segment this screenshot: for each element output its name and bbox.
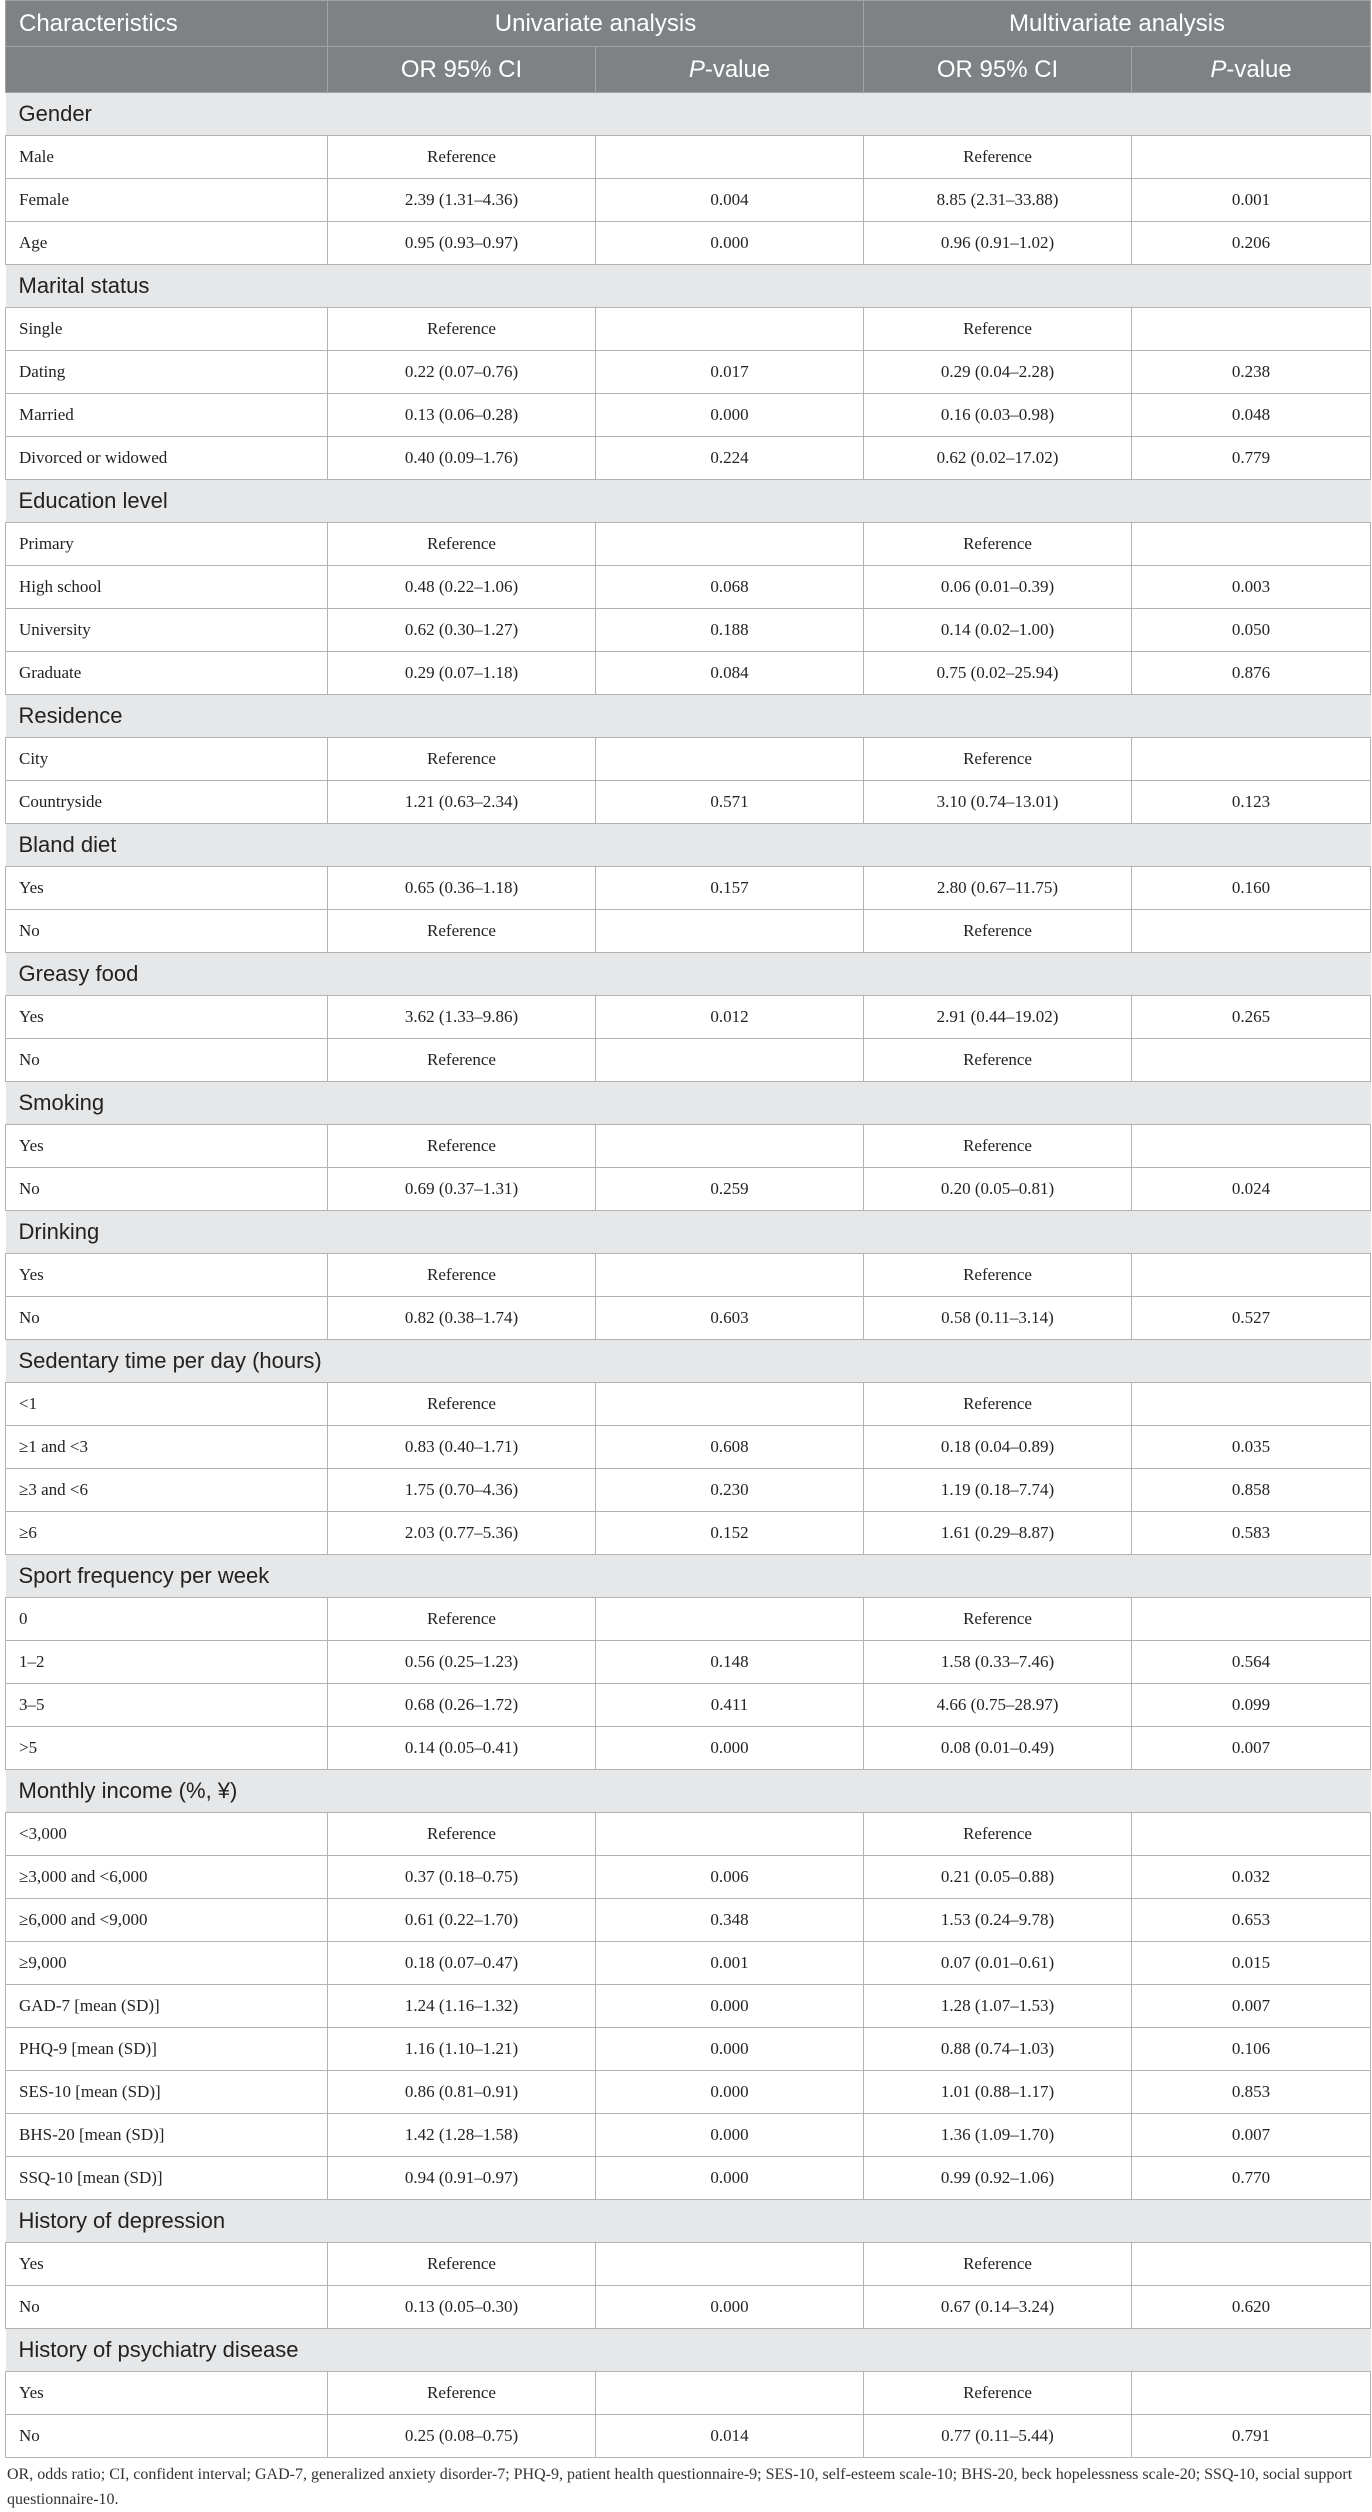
multi-p-cell: 0.653 — [1132, 1899, 1371, 1942]
row-label: ≥3,000 and <6,000 — [6, 1856, 328, 1899]
uni-p-cell: 0.259 — [596, 1168, 864, 1211]
multi-or-cell: Reference — [864, 1813, 1132, 1856]
table-row — [6, 2028, 1371, 2071]
multi-or-cell: Reference — [864, 2243, 1132, 2286]
row-label: Yes — [6, 1125, 328, 1168]
uni-or-cell: Reference — [328, 910, 596, 953]
row-label: Countryside — [6, 781, 328, 824]
uni-p-cell: 0.157 — [596, 867, 864, 910]
table-row — [6, 2286, 1371, 2329]
multi-or-cell: 0.21 (0.05–0.88) — [864, 1856, 1132, 1899]
table-row — [6, 1684, 1371, 1727]
row-label: No — [6, 1168, 328, 1211]
p-italic: P — [688, 55, 705, 83]
multi-or-cell: 2.91 (0.44–19.02) — [864, 996, 1132, 1039]
uni-or-cell: 0.65 (0.36–1.18) — [328, 867, 596, 910]
multi-p-cell: 0.238 — [1132, 351, 1371, 394]
uni-p-cell — [596, 136, 864, 179]
multi-or-cell: Reference — [864, 308, 1132, 351]
uni-p-cell: 0.017 — [596, 351, 864, 394]
table-row — [6, 2071, 1371, 2114]
multi-or-cell: Reference — [864, 523, 1132, 566]
table-header — [6, 1, 1371, 93]
uni-p-cell — [596, 308, 864, 351]
multi-p-cell: 0.035 — [1132, 1426, 1371, 1469]
row-label: ≥6,000 and <9,000 — [6, 1899, 328, 1942]
uni-p-cell: 0.000 — [596, 2071, 864, 2114]
uni-p-cell: 0.230 — [596, 1469, 864, 1512]
row-label: <3,000 — [6, 1813, 328, 1856]
row-label: Primary — [6, 523, 328, 566]
multi-or-cell: 0.06 (0.01–0.39) — [864, 566, 1132, 609]
multi-p-cell: 0.007 — [1132, 2114, 1371, 2157]
table-row — [6, 2114, 1371, 2157]
uni-or-cell: 0.83 (0.40–1.71) — [328, 1426, 596, 1469]
multi-p-cell: 0.048 — [1132, 394, 1371, 437]
multi-or-cell: Reference — [864, 1598, 1132, 1641]
multi-p-cell: 0.099 — [1132, 1684, 1371, 1727]
multi-or-cell: 0.29 (0.04–2.28) — [864, 351, 1132, 394]
uni-or-cell: Reference — [328, 136, 596, 179]
table-row — [6, 910, 1371, 953]
multi-p-cell: 0.791 — [1132, 2415, 1371, 2458]
uni-or-cell: Reference — [328, 1383, 596, 1426]
row-label: Yes — [6, 867, 328, 910]
table-row — [6, 1168, 1371, 1211]
multi-p-cell: 0.858 — [1132, 1469, 1371, 1512]
multi-p-cell: 0.032 — [1132, 1856, 1371, 1899]
uni-or-cell: 0.13 (0.06–0.28) — [328, 394, 596, 437]
table-row — [6, 222, 1371, 265]
p-rest: -value — [1226, 55, 1292, 83]
row-label: No — [6, 2286, 328, 2329]
multi-p-cell: 0.779 — [1132, 437, 1371, 480]
multi-p-cell — [1132, 1383, 1371, 1426]
row-label: ≥3 and <6 — [6, 1469, 328, 1512]
section-label: History of psychiatry disease — [6, 2329, 1371, 2372]
uni-or-cell: 0.62 (0.30–1.27) — [328, 609, 596, 652]
row-label: BHS-20 [mean (SD)] — [6, 2114, 328, 2157]
multi-or-cell: 0.58 (0.11–3.14) — [864, 1297, 1132, 1340]
uni-p-cell: 0.000 — [596, 2028, 864, 2071]
uni-p-cell: 0.148 — [596, 1641, 864, 1684]
table-row — [6, 1985, 1371, 2028]
uni-or-cell: 0.68 (0.26–1.72) — [328, 1684, 596, 1727]
multi-p-cell: 0.050 — [1132, 609, 1371, 652]
section-label: Sedentary time per day (hours) — [6, 1340, 1371, 1383]
uni-or-cell: 0.48 (0.22–1.06) — [328, 566, 596, 609]
row-label: <1 — [6, 1383, 328, 1426]
multi-p-cell — [1132, 308, 1371, 351]
uni-p-cell — [596, 1813, 864, 1856]
table-row — [6, 566, 1371, 609]
p-italic: P — [1210, 55, 1227, 83]
multi-or-cell: Reference — [864, 2372, 1132, 2415]
multi-or-cell: 0.16 (0.03–0.98) — [864, 394, 1132, 437]
multi-p-cell: 0.583 — [1132, 1512, 1371, 1555]
row-label: Married — [6, 394, 328, 437]
multi-or-cell: 0.75 (0.02–25.94) — [864, 652, 1132, 695]
row-label: GAD-7 [mean (SD)] — [6, 1985, 328, 2028]
row-label: Dating — [6, 351, 328, 394]
uni-p-cell: 0.006 — [596, 1856, 864, 1899]
table-row — [6, 1856, 1371, 1899]
uni-or-cell: Reference — [328, 1125, 596, 1168]
uni-or-cell: 0.94 (0.91–0.97) — [328, 2157, 596, 2200]
uni-or-cell: Reference — [328, 523, 596, 566]
table-row — [6, 1942, 1371, 1985]
multi-p-cell — [1132, 738, 1371, 781]
table-body — [6, 93, 1371, 2458]
uni-p-cell — [596, 738, 864, 781]
section-label: Monthly income (%, ¥) — [6, 1770, 1371, 1813]
multi-or-cell: Reference — [864, 1125, 1132, 1168]
uni-or-cell: Reference — [328, 1254, 596, 1297]
header-row-1 — [6, 1, 1371, 47]
section-row — [6, 265, 1371, 308]
header-uni-or: OR 95% CI — [328, 47, 596, 93]
logistic-regression-table — [5, 0, 1371, 2458]
table-row — [6, 2157, 1371, 2200]
uni-or-cell: 0.37 (0.18–0.75) — [328, 1856, 596, 1899]
row-label: Age — [6, 222, 328, 265]
table-row — [6, 2243, 1371, 2286]
uni-or-cell: 2.39 (1.31–4.36) — [328, 179, 596, 222]
row-label: Female — [6, 179, 328, 222]
multi-or-cell: 0.14 (0.02–1.00) — [864, 609, 1132, 652]
row-label: Yes — [6, 1254, 328, 1297]
multi-p-cell: 0.123 — [1132, 781, 1371, 824]
uni-p-cell — [596, 910, 864, 953]
row-label: Graduate — [6, 652, 328, 695]
row-label: 0 — [6, 1598, 328, 1641]
uni-p-cell: 0.000 — [596, 2286, 864, 2329]
uni-p-cell — [596, 2372, 864, 2415]
uni-p-cell: 0.152 — [596, 1512, 864, 1555]
section-row — [6, 695, 1371, 738]
multi-p-cell: 0.853 — [1132, 2071, 1371, 2114]
uni-or-cell: 1.21 (0.63–2.34) — [328, 781, 596, 824]
row-label: Yes — [6, 996, 328, 1039]
table-row — [6, 308, 1371, 351]
table-row — [6, 2415, 1371, 2458]
uni-or-cell: 2.03 (0.77–5.36) — [328, 1512, 596, 1555]
uni-p-cell: 0.603 — [596, 1297, 864, 1340]
multi-or-cell: Reference — [864, 1254, 1132, 1297]
row-label: SES-10 [mean (SD)] — [6, 2071, 328, 2114]
uni-p-cell: 0.000 — [596, 394, 864, 437]
header-multi-p — [1132, 47, 1371, 93]
uni-p-cell: 0.014 — [596, 2415, 864, 2458]
uni-or-cell: 0.25 (0.08–0.75) — [328, 2415, 596, 2458]
uni-p-cell — [596, 523, 864, 566]
uni-p-cell — [596, 1254, 864, 1297]
table-row — [6, 1383, 1371, 1426]
multi-p-cell: 0.770 — [1132, 2157, 1371, 2200]
uni-or-cell: 0.82 (0.38–1.74) — [328, 1297, 596, 1340]
multi-or-cell: 2.80 (0.67–11.75) — [864, 867, 1132, 910]
header-multivariate: Multivariate analysis — [864, 1, 1371, 47]
table-row — [6, 351, 1371, 394]
multi-or-cell: 4.66 (0.75–28.97) — [864, 1684, 1132, 1727]
table-row — [6, 1899, 1371, 1942]
uni-or-cell: 0.69 (0.37–1.31) — [328, 1168, 596, 1211]
section-label: Residence — [6, 695, 1371, 738]
section-label: Marital status — [6, 265, 1371, 308]
multi-or-cell: Reference — [864, 136, 1132, 179]
uni-p-cell — [596, 1598, 864, 1641]
row-label: ≥6 — [6, 1512, 328, 1555]
multi-or-cell: 0.20 (0.05–0.81) — [864, 1168, 1132, 1211]
table-row — [6, 136, 1371, 179]
multi-p-cell — [1132, 136, 1371, 179]
multi-p-cell: 0.265 — [1132, 996, 1371, 1039]
table-row — [6, 523, 1371, 566]
uni-p-cell: 0.411 — [596, 1684, 864, 1727]
uni-or-cell: Reference — [328, 2372, 596, 2415]
table-row — [6, 1426, 1371, 1469]
row-label: Single — [6, 308, 328, 351]
uni-p-cell — [596, 1383, 864, 1426]
multi-p-cell: 0.007 — [1132, 1727, 1371, 1770]
uni-or-cell: 0.61 (0.22–1.70) — [328, 1899, 596, 1942]
uni-or-cell: 0.18 (0.07–0.47) — [328, 1942, 596, 1985]
table-row — [6, 738, 1371, 781]
header-univariate: Univariate analysis — [328, 1, 864, 47]
multi-or-cell: 0.18 (0.04–0.89) — [864, 1426, 1132, 1469]
multi-or-cell: 0.62 (0.02–17.02) — [864, 437, 1132, 480]
multi-p-cell: 0.003 — [1132, 566, 1371, 609]
section-row — [6, 1211, 1371, 1254]
uni-or-cell: Reference — [328, 1813, 596, 1856]
section-label: Sport frequency per week — [6, 1555, 1371, 1598]
multi-p-cell — [1132, 2372, 1371, 2415]
header-multi-or: OR 95% CI — [864, 47, 1132, 93]
row-label: Yes — [6, 2243, 328, 2286]
table-row — [6, 609, 1371, 652]
section-row — [6, 953, 1371, 996]
multi-or-cell: 8.85 (2.31–33.88) — [864, 179, 1132, 222]
multi-p-cell: 0.024 — [1132, 1168, 1371, 1211]
multi-p-cell — [1132, 523, 1371, 566]
uni-or-cell: 0.29 (0.07–1.18) — [328, 652, 596, 695]
table-row — [6, 1727, 1371, 1770]
header-row-2 — [6, 47, 1371, 93]
row-label: University — [6, 609, 328, 652]
header-blank — [6, 47, 328, 93]
section-label: Gender — [6, 93, 1371, 136]
table-row — [6, 1254, 1371, 1297]
table-row — [6, 1598, 1371, 1641]
p-rest: -value — [704, 55, 771, 83]
multi-p-cell — [1132, 1125, 1371, 1168]
table-row — [6, 867, 1371, 910]
section-label: Education level — [6, 480, 1371, 523]
multi-or-cell: 1.53 (0.24–9.78) — [864, 1899, 1132, 1942]
section-row — [6, 93, 1371, 136]
table-row — [6, 996, 1371, 1039]
table-container — [5, 0, 1370, 2512]
row-label: 3–5 — [6, 1684, 328, 1727]
multi-p-cell: 0.620 — [1132, 2286, 1371, 2329]
multi-or-cell: Reference — [864, 1039, 1132, 1082]
uni-p-cell: 0.000 — [596, 222, 864, 265]
section-row — [6, 824, 1371, 867]
uni-p-cell — [596, 1125, 864, 1168]
uni-or-cell: Reference — [328, 738, 596, 781]
table-row — [6, 781, 1371, 824]
uni-or-cell: Reference — [328, 1598, 596, 1641]
row-label: SSQ-10 [mean (SD)] — [6, 2157, 328, 2200]
uni-p-cell: 0.348 — [596, 1899, 864, 1942]
section-label: History of depression — [6, 2200, 1371, 2243]
multi-p-cell: 0.001 — [1132, 179, 1371, 222]
uni-p-cell — [596, 1039, 864, 1082]
uni-p-cell: 0.000 — [596, 2114, 864, 2157]
uni-or-cell: 1.42 (1.28–1.58) — [328, 2114, 596, 2157]
multi-p-cell — [1132, 1039, 1371, 1082]
table-row — [6, 1813, 1371, 1856]
uni-p-cell: 0.001 — [596, 1942, 864, 1985]
row-label: No — [6, 1297, 328, 1340]
row-label: Divorced or widowed — [6, 437, 328, 480]
uni-or-cell: 0.22 (0.07–0.76) — [328, 351, 596, 394]
multi-p-cell — [1132, 1598, 1371, 1641]
multi-p-cell — [1132, 2243, 1371, 2286]
multi-or-cell: 0.77 (0.11–5.44) — [864, 2415, 1132, 2458]
table-row — [6, 652, 1371, 695]
table-row — [6, 394, 1371, 437]
multi-p-cell: 0.876 — [1132, 652, 1371, 695]
table-row — [6, 437, 1371, 480]
uni-p-cell: 0.188 — [596, 609, 864, 652]
section-label: Bland diet — [6, 824, 1371, 867]
multi-p-cell: 0.015 — [1132, 1942, 1371, 1985]
multi-or-cell: 0.07 (0.01–0.61) — [864, 1942, 1132, 1985]
multi-or-cell: 1.61 (0.29–8.87) — [864, 1512, 1132, 1555]
multi-or-cell: 1.01 (0.88–1.17) — [864, 2071, 1132, 2114]
uni-or-cell: 0.13 (0.05–0.30) — [328, 2286, 596, 2329]
row-label: PHQ-9 [mean (SD)] — [6, 2028, 328, 2071]
table-footnote: OR, odds ratio; CI, confident interval; GAD-7, generalized anxiety disorder-7; PHQ-9, patient health questionnaire-9; SES-10, self-esteem scale-10; BHS-20, beck hopelessness scale-20; SSQ-10, social support questionnaire-10. — [7, 2466, 1353, 2508]
row-label: No — [6, 2415, 328, 2458]
multi-or-cell: 0.88 (0.74–1.03) — [864, 2028, 1132, 2071]
row-label: Yes — [6, 2372, 328, 2415]
row-label: High school — [6, 566, 328, 609]
uni-p-cell: 0.068 — [596, 566, 864, 609]
row-label: Male — [6, 136, 328, 179]
uni-or-cell: 0.56 (0.25–1.23) — [328, 1641, 596, 1684]
multi-or-cell: Reference — [864, 910, 1132, 953]
section-row — [6, 2200, 1371, 2243]
row-label: ≥9,000 — [6, 1942, 328, 1985]
multi-p-cell — [1132, 1813, 1371, 1856]
uni-p-cell: 0.012 — [596, 996, 864, 1039]
multi-or-cell: 0.67 (0.14–3.24) — [864, 2286, 1132, 2329]
section-row — [6, 1555, 1371, 1598]
section-label: Smoking — [6, 1082, 1371, 1125]
table-row — [6, 179, 1371, 222]
uni-p-cell: 0.084 — [596, 652, 864, 695]
section-row — [6, 1340, 1371, 1383]
section-row — [6, 1082, 1371, 1125]
uni-p-cell: 0.571 — [596, 781, 864, 824]
multi-or-cell: 1.58 (0.33–7.46) — [864, 1641, 1132, 1684]
multi-p-cell: 0.160 — [1132, 867, 1371, 910]
uni-or-cell: 0.86 (0.81–0.91) — [328, 2071, 596, 2114]
multi-or-cell: 1.36 (1.09–1.70) — [864, 2114, 1132, 2157]
multi-p-cell: 0.564 — [1132, 1641, 1371, 1684]
multi-p-cell: 0.527 — [1132, 1297, 1371, 1340]
section-label: Drinking — [6, 1211, 1371, 1254]
table-row — [6, 1125, 1371, 1168]
uni-p-cell — [596, 2243, 864, 2286]
row-label: ≥1 and <3 — [6, 1426, 328, 1469]
uni-or-cell: 1.24 (1.16–1.32) — [328, 1985, 596, 2028]
uni-or-cell: Reference — [328, 1039, 596, 1082]
multi-p-cell: 0.106 — [1132, 2028, 1371, 2071]
multi-or-cell: 0.08 (0.01–0.49) — [864, 1727, 1132, 1770]
uni-p-cell: 0.000 — [596, 1727, 864, 1770]
uni-p-cell: 0.004 — [596, 179, 864, 222]
uni-p-cell: 0.224 — [596, 437, 864, 480]
uni-or-cell: 3.62 (1.33–9.86) — [328, 996, 596, 1039]
uni-p-cell: 0.608 — [596, 1426, 864, 1469]
row-label: 1–2 — [6, 1641, 328, 1684]
multi-p-cell: 0.206 — [1132, 222, 1371, 265]
multi-p-cell — [1132, 910, 1371, 953]
section-row — [6, 1770, 1371, 1813]
row-label: No — [6, 910, 328, 953]
multi-or-cell: 1.19 (0.18–7.74) — [864, 1469, 1132, 1512]
uni-or-cell: 1.75 (0.70–4.36) — [328, 1469, 596, 1512]
uni-or-cell: 0.95 (0.93–0.97) — [328, 222, 596, 265]
header-uni-p — [596, 47, 864, 93]
multi-or-cell: 1.28 (1.07–1.53) — [864, 1985, 1132, 2028]
uni-or-cell: Reference — [328, 2243, 596, 2286]
uni-or-cell: 1.16 (1.10–1.21) — [328, 2028, 596, 2071]
multi-p-cell — [1132, 1254, 1371, 1297]
section-row — [6, 480, 1371, 523]
table-row — [6, 1039, 1371, 1082]
table-row — [6, 1641, 1371, 1684]
uni-or-cell: 0.14 (0.05–0.41) — [328, 1727, 596, 1770]
multi-or-cell: Reference — [864, 1383, 1132, 1426]
table-row — [6, 1469, 1371, 1512]
multi-or-cell: 0.96 (0.91–1.02) — [864, 222, 1132, 265]
row-label: >5 — [6, 1727, 328, 1770]
multi-or-cell: 3.10 (0.74–13.01) — [864, 781, 1132, 824]
row-label: City — [6, 738, 328, 781]
uni-or-cell: 0.40 (0.09–1.76) — [328, 437, 596, 480]
row-label: No — [6, 1039, 328, 1082]
table-row — [6, 1297, 1371, 1340]
multi-p-cell: 0.007 — [1132, 1985, 1371, 2028]
uni-p-cell: 0.000 — [596, 1985, 864, 2028]
section-label: Greasy food — [6, 953, 1371, 996]
uni-or-cell: Reference — [328, 308, 596, 351]
table-row — [6, 2372, 1371, 2415]
table-row — [6, 1512, 1371, 1555]
multi-or-cell: 0.99 (0.92–1.06) — [864, 2157, 1132, 2200]
section-row — [6, 2329, 1371, 2372]
header-characteristics: Characteristics — [6, 1, 328, 47]
uni-p-cell: 0.000 — [596, 2157, 864, 2200]
multi-or-cell: Reference — [864, 738, 1132, 781]
